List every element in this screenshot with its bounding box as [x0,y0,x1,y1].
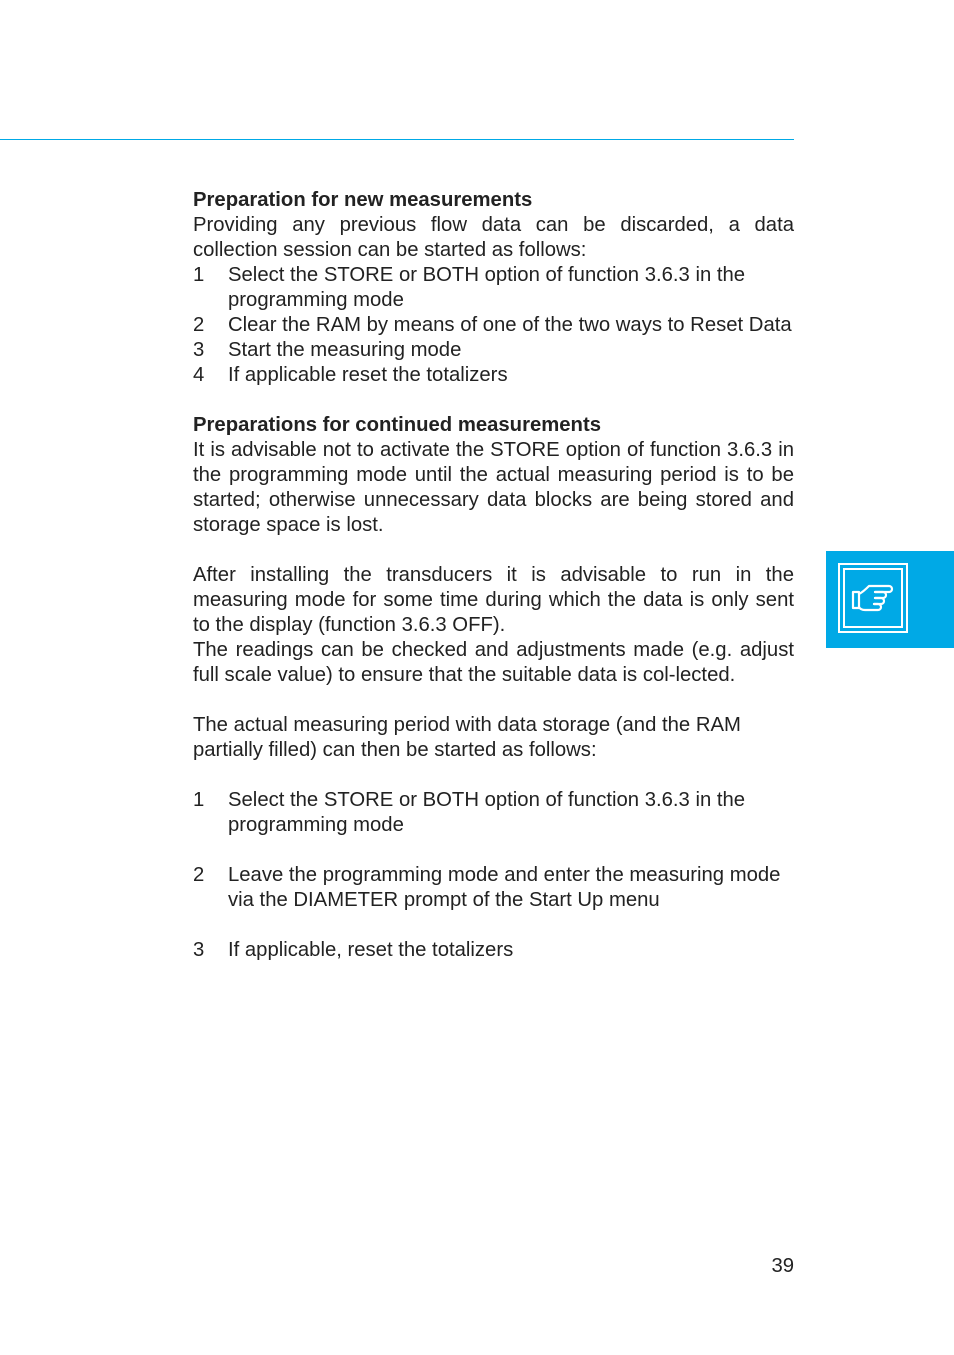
section-heading-continued: Preparations for continued measurements [193,414,601,436]
list-item [193,363,794,388]
period-paragraph: The actual measuring period with data storage (and the RAM partially filled) can then be started as follows: [193,714,741,761]
readings-paragraph: The readings can be checked and adjustments made (e.g. adjust full scale value) to ensure that the suitable data is col-lected. [193,639,794,686]
item-number: 2 [193,314,205,336]
side-tab [826,551,954,648]
list-item [193,938,794,963]
list-item [193,338,794,363]
item-number: 1 [193,789,205,811]
list-item [193,313,794,338]
icon-frame-inner [843,568,903,628]
pointing-hand-icon [845,570,901,626]
header-rule [0,139,794,140]
item-text: If applicable, reset the totalizers [228,939,514,961]
item-text: Select the STORE or BOTH option of function 3.6.3 in the programming mode [228,264,746,311]
steps-list-new [193,263,794,388]
item-number: 4 [193,364,205,386]
item-number: 2 [193,864,205,886]
list-item [193,788,794,838]
page-content [193,188,794,963]
installing-paragraph: After installing the transducers it is advisable to run in the measuring mode for some time during which the data is only sent to the display (function 3.6.3 OFF). [193,564,794,636]
item-text: Clear the RAM by means of one of the two ways to Reset Data [228,314,792,336]
item-text: Select the STORE or BOTH option of function 3.6.3 in the programming mode [228,789,746,836]
page-number: 39 [771,1255,794,1277]
item-text: If applicable reset the totalizers [228,364,508,386]
item-number: 3 [193,339,205,361]
advice-paragraph: It is advisable not to activate the STORE option of function 3.6.3 in the programming mode until the actual measuring period is to be started; otherwise unnecessary data blocks are being stored and storage space is lost. [193,439,794,536]
steps-list-continued [193,788,794,963]
list-item [193,263,794,313]
item-text: Start the measuring mode [228,339,462,361]
item-number: 1 [193,264,205,286]
section-heading-new: Preparation for new measurements [193,189,533,211]
icon-frame [838,563,908,633]
item-text: Leave the programming mode and enter the measuring mode via the DIAMETER prompt of the Start Up menu [228,864,781,911]
intro-paragraph: Providing any previous flow data can be discarded, a data collection session can be started as follows: [193,214,794,261]
list-item [193,863,794,913]
item-number: 3 [193,939,205,961]
